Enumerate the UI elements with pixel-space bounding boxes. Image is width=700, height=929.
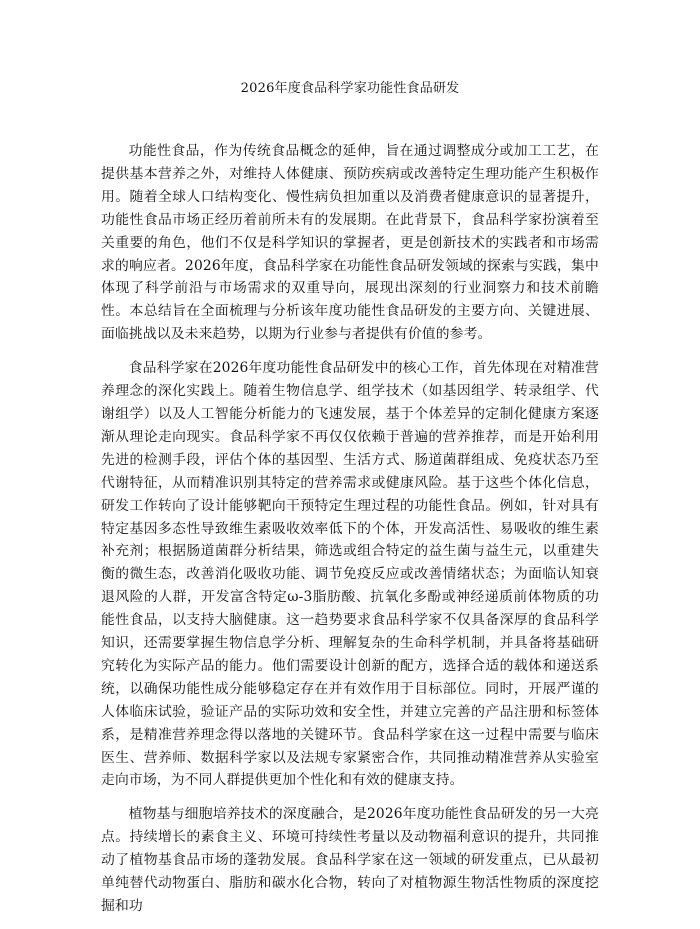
paragraph-intro: 功能性食品，作为传统食品概念的延伸，旨在通过调整成分或加工工艺，在提供基本营养之外，对维持人体健康、预防疾病或改善特定生理功能产生积极作用。随着全球人口结构变化、慢性病负担加重以及消费者健康意识的显著提升，功能性食品市场正经历着前所未有的发展期。在此背景下，食品科学家扮演着至关重要的角色，他们不仅是科学知识的掌握者，更是创新技术的实践者和市场需求的响应者。2026年度，食品科学家在功能性食品研发领域的探索与实践，集中体现了科学前沿与市场需求的双重导向，展现出深刻的行业洞察力和技术前瞻性。本总结旨在全面梳理与分析该年度功能性食品研发的主要方向、关键进展、面临挑战以及未来趋势，以期为行业参与者提供有价值的参考。 [101,143,599,343]
paragraph-plant-based: 植物基与细胞培养技术的深度融合，是2026年度功能性食品研发的另一大亮点。持续增长的素食主义、环境可持续性考量以及动物福利意识的提升，共同推动了植物基食品市场的蓬勃发展。食品科学家在这一领域的研发重点，已从最初单纯替代动物蛋白、脂肪和碳水化合物，转向了对植物源生物活性物质的深度挖掘和功 [101,806,599,914]
paragraph-precision-nutrition: 食品科学家在2026年度功能性食品研发中的核心工作，首先体现在对精准营养理念的深化实践上。随着生物信息学、组学技术（如基因组学、转录组学、代谢组学）以及人工智能分析能力的飞速发展，基于个体差异的定制化健康方案逐渐从理论走向现实。食品科学家不再仅仅依赖于普遍的营养推荐，而是开始利用先进的检测手段，评估个体的基因型、生活方式、肠道菌群组成、免疫状态乃至代谢特征，从而精准识别其特定的营养需求或健康风险。基于这些个体化信息，研发工作转向了设计能够靶向干预特定生理过程的功能性食品。例如，针对具有特定基因多态性导致维生素吸收效率低下的个体，开发高活性、易吸收的维生素补充剂；根据肠道菌群分析结果，筛选或组合特定的益生菌与益生元，以重建失衡的微生态，改善消化吸收功能、调节免疫反应或改善情绪状态；为面临认知衰退风险的人群，开发富含特定ω-3脂肪酸、抗氧化多酚或神经递质前体物质的功能性食品，以支持大脑健康。这一趋势要求食品科学家不仅具备深厚的食品科学知识，还需要掌握生物信息学分析、理解复杂的生命科学机制，并具备将基础研究转化为实际产品的能力。他们需要设计创新的配方，选择合适的载体和递送系统，以确保功能性成分能够稳定存在并有效作用于目标部位。同时，开展严谨的人体临床试验，验证产品的实际功效和安全性，并建立完善的产品注册和标签体系，是精准营养理念得以落地的关键环节。食品科学家在这一过程中需要与临床医生、营养师、数据科学家以及法规专家紧密合作，共同推动精准营养从实验室走向市场，为不同人群提供更加个性化和有效的健康支持。 [101,360,599,789]
document-body [101,140,599,929]
document-title: 2026年度食品科学家功能性食品研发 [240,81,460,96]
